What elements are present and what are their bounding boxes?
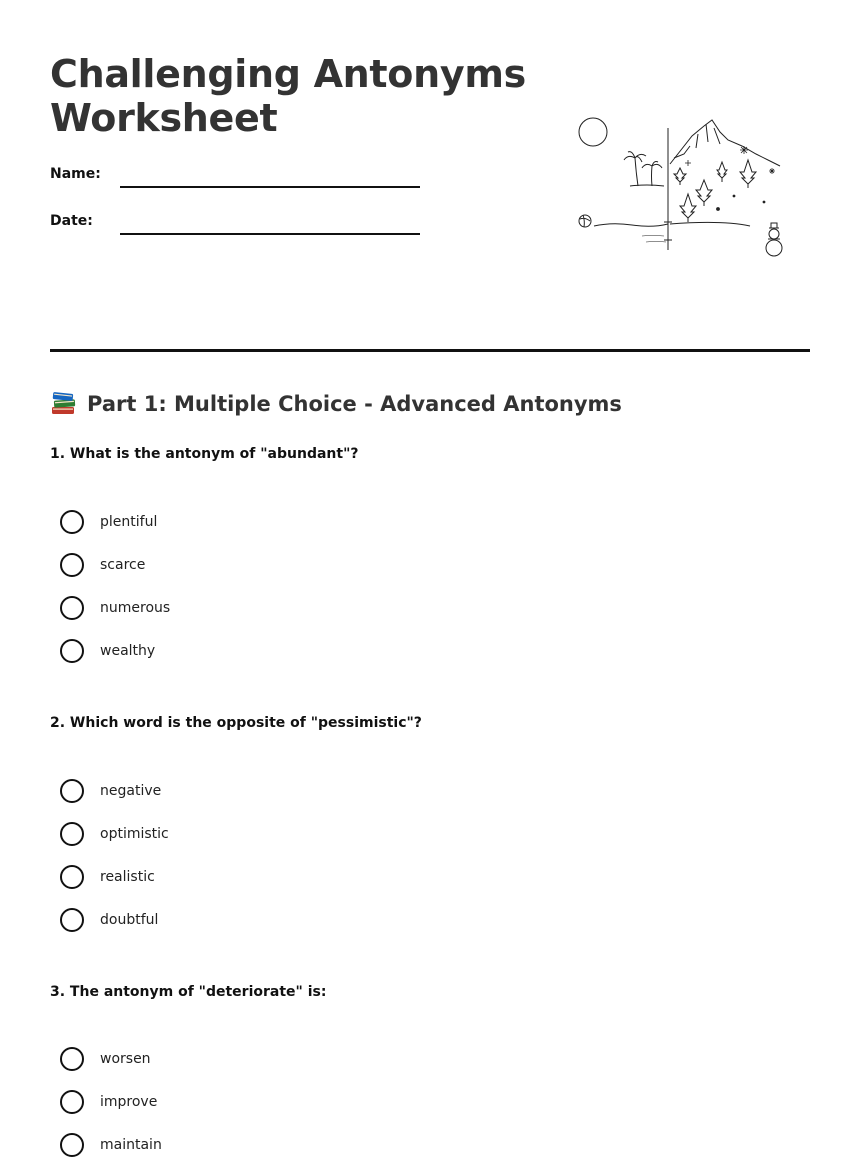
- radio-button[interactable]: [60, 908, 84, 932]
- option-label: negative: [100, 783, 162, 799]
- part1-heading-text: Part 1: Multiple Choice - Advanced Antonyms: [87, 392, 622, 416]
- q1-option-3[interactable]: [60, 595, 170, 621]
- option-label: realistic: [100, 869, 155, 885]
- radio-button[interactable]: [60, 865, 84, 889]
- option-label: wealthy: [100, 643, 156, 659]
- q3-option-3[interactable]: [60, 1132, 162, 1158]
- pine-trees-icon: [674, 160, 756, 222]
- question-2: 2. Which word is the opposite of "pessimistic"?: [50, 715, 422, 731]
- radio-button[interactable]: [60, 1047, 84, 1071]
- option-label: optimistic: [100, 826, 169, 842]
- name-label: Name:: [50, 166, 101, 182]
- worksheet-title: Challenging Antonyms Worksheet: [50, 52, 526, 140]
- radio-button[interactable]: [60, 639, 84, 663]
- snowflake-icons: [685, 146, 775, 211]
- question-1: 1. What is the antonym of "abundant"?: [50, 446, 359, 462]
- option-label: scarce: [100, 557, 146, 573]
- q2-option-1[interactable]: [60, 778, 161, 804]
- header-divider: [50, 349, 810, 352]
- seasons-illustration: [572, 112, 792, 260]
- name-field[interactable]: [120, 186, 420, 188]
- radio-button[interactable]: [60, 1133, 84, 1157]
- q1-option-1[interactable]: [60, 509, 157, 535]
- q2-option-4[interactable]: [60, 907, 158, 933]
- option-label: worsen: [100, 1051, 151, 1067]
- radio-button[interactable]: [60, 596, 84, 620]
- q1-option-2[interactable]: [60, 552, 145, 578]
- option-label: improve: [100, 1094, 158, 1110]
- q2-option-3[interactable]: [60, 864, 155, 890]
- q3-option-2[interactable]: [60, 1089, 157, 1115]
- option-label: numerous: [100, 600, 171, 616]
- date-label: Date:: [50, 213, 93, 229]
- sun-icon: [579, 118, 607, 146]
- option-label: doubtful: [100, 912, 159, 928]
- books-icon: [50, 391, 78, 417]
- option-label: plentiful: [100, 514, 158, 530]
- part1-heading: [50, 388, 622, 420]
- q3-option-1[interactable]: [60, 1046, 151, 1072]
- radio-button[interactable]: [60, 822, 84, 846]
- palm-trees-icon: [624, 152, 664, 186]
- q2-option-2[interactable]: [60, 821, 169, 847]
- radio-button[interactable]: [60, 553, 84, 577]
- question-3: 3. The antonym of "deteriorate" is:: [50, 984, 327, 1000]
- radio-button[interactable]: [60, 779, 84, 803]
- radio-button[interactable]: [60, 1090, 84, 1114]
- radio-button[interactable]: [60, 510, 84, 534]
- date-field[interactable]: [120, 233, 420, 235]
- snowman-icon: [766, 223, 782, 256]
- option-label: maintain: [100, 1137, 162, 1153]
- q1-option-4[interactable]: [60, 638, 155, 664]
